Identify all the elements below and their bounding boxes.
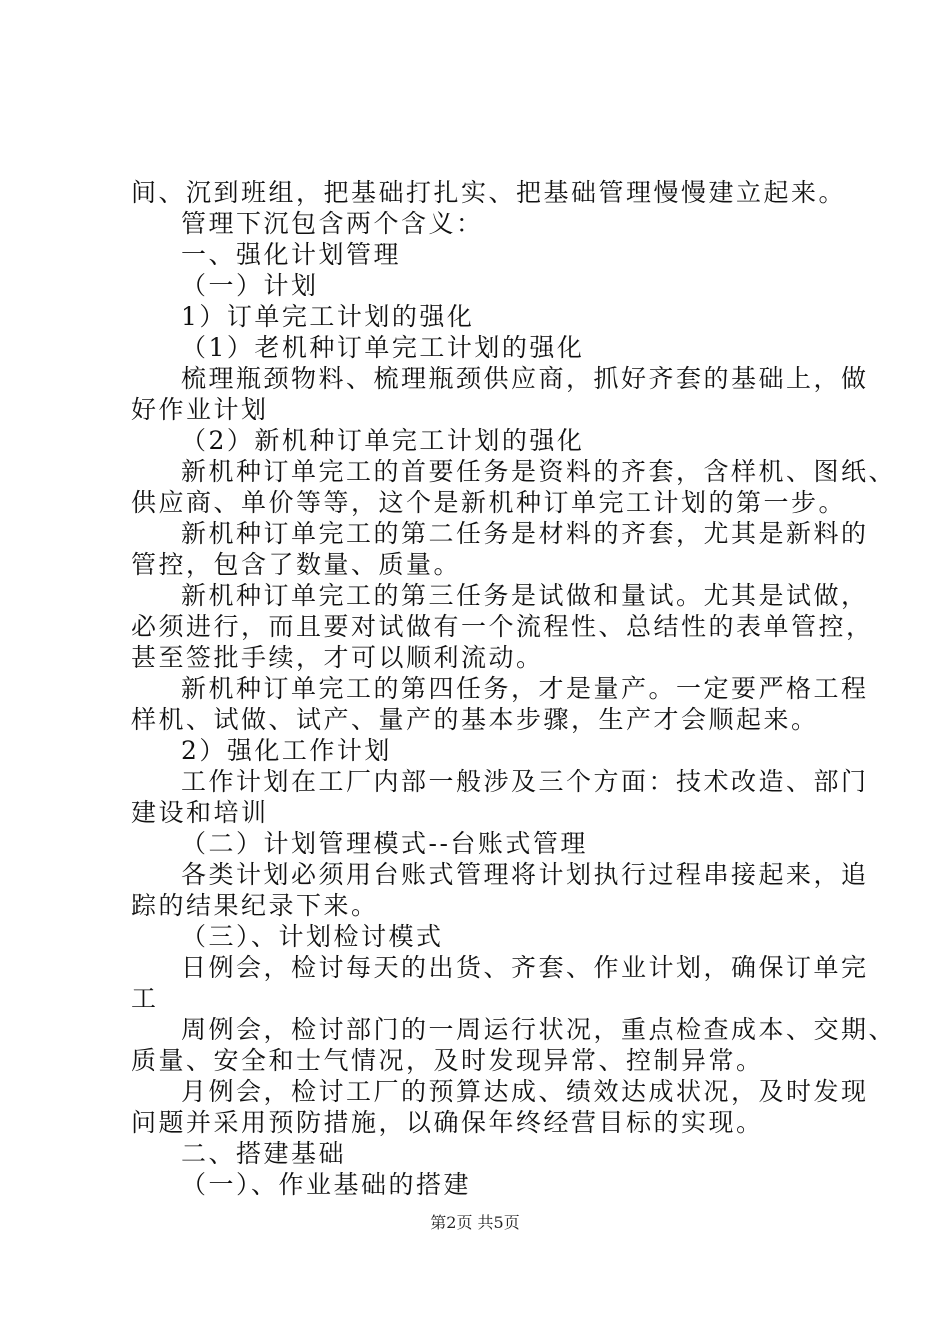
- subsection-heading: （一）、作业基础的搭建: [181, 1170, 472, 1199]
- body-text-line: 踪的结果纪录下来。: [131, 891, 379, 920]
- body-text-line: 周例会，检讨部门的一周运行状况，重点检查成本、交期、: [181, 1015, 897, 1044]
- body-text-line: 新机种订单完工的首要任务是资料的齐套，含样机、图纸、: [181, 457, 897, 486]
- body-text-line: 管控，包含了数量、质量。: [131, 550, 462, 579]
- body-text-line: 供应商、单价等等，这个是新机种订单完工计划的第一步。: [131, 488, 847, 517]
- body-text-line: 甚至签批手续，才可以顺利流动。: [131, 643, 544, 672]
- body-text-line: 问题并采用预防措施，以确保年终经营目标的实现。: [131, 1108, 764, 1137]
- subsection-heading: （2）新机种订单完工计划的强化: [181, 426, 585, 455]
- subsection-heading: （一）计划: [181, 271, 319, 300]
- body-text-line: 新机种订单完工的第二任务是材料的齐套，尤其是新料的: [181, 519, 869, 548]
- subsection-heading: （二）计划管理模式--台账式管理: [181, 829, 588, 858]
- section-heading: 二、搭建基础: [181, 1139, 347, 1168]
- body-text-line: 新机种订单完工的第三任务是试做和量试。尤其是试做，: [181, 581, 869, 610]
- body-text-line: 新机种订单完工的第四任务，才是量产。一定要严格工程: [181, 674, 869, 703]
- body-text-line: 月例会，检讨工厂的预算达成、绩效达成状况，及时发现: [181, 1077, 869, 1106]
- subsection-heading: 1）订单完工计划的强化: [181, 302, 475, 331]
- body-text-line: 各类计划必须用台账式管理将计划执行过程串接起来，追: [181, 860, 869, 889]
- body-text-line: 好作业计划: [131, 395, 269, 424]
- body-text-line: 建设和培训: [131, 798, 269, 827]
- body-text-line: 样机、试做、试产、量产的基本步骤，生产才会顺起来。: [131, 705, 819, 734]
- body-text-line: 工作计划在工厂内部一般涉及三个方面：技术改造、部门: [181, 767, 869, 796]
- subsection-heading: 2）强化工作计划: [181, 736, 392, 765]
- subsection-heading: （三）、计划检讨模式: [181, 922, 444, 951]
- body-text-line: 必须进行，而且要对试做有一个流程性、总结性的表单管控，: [131, 612, 874, 641]
- body-text-line: 工: [131, 984, 159, 1013]
- subsection-heading: （1）老机种订单完工计划的强化: [181, 333, 585, 362]
- page-number-footer: 第2页 共5页: [430, 1213, 520, 1232]
- body-text-line: 梳理瓶颈物料、梳理瓶颈供应商，抓好齐套的基础上，做: [181, 364, 869, 393]
- body-text-line: 质量、安全和士气情况，及时发现异常、控制异常。: [131, 1046, 764, 1075]
- body-text-line: 间、沉到班组，把基础打扎实、把基础管理慢慢建立起来。: [131, 178, 847, 207]
- body-text-line: 日例会，检讨每天的出货、齐套、作业计划，确保订单完: [181, 953, 869, 982]
- body-text-line: 管理下沉包含两个含义：: [181, 209, 484, 238]
- section-heading: 一、强化计划管理: [181, 240, 402, 269]
